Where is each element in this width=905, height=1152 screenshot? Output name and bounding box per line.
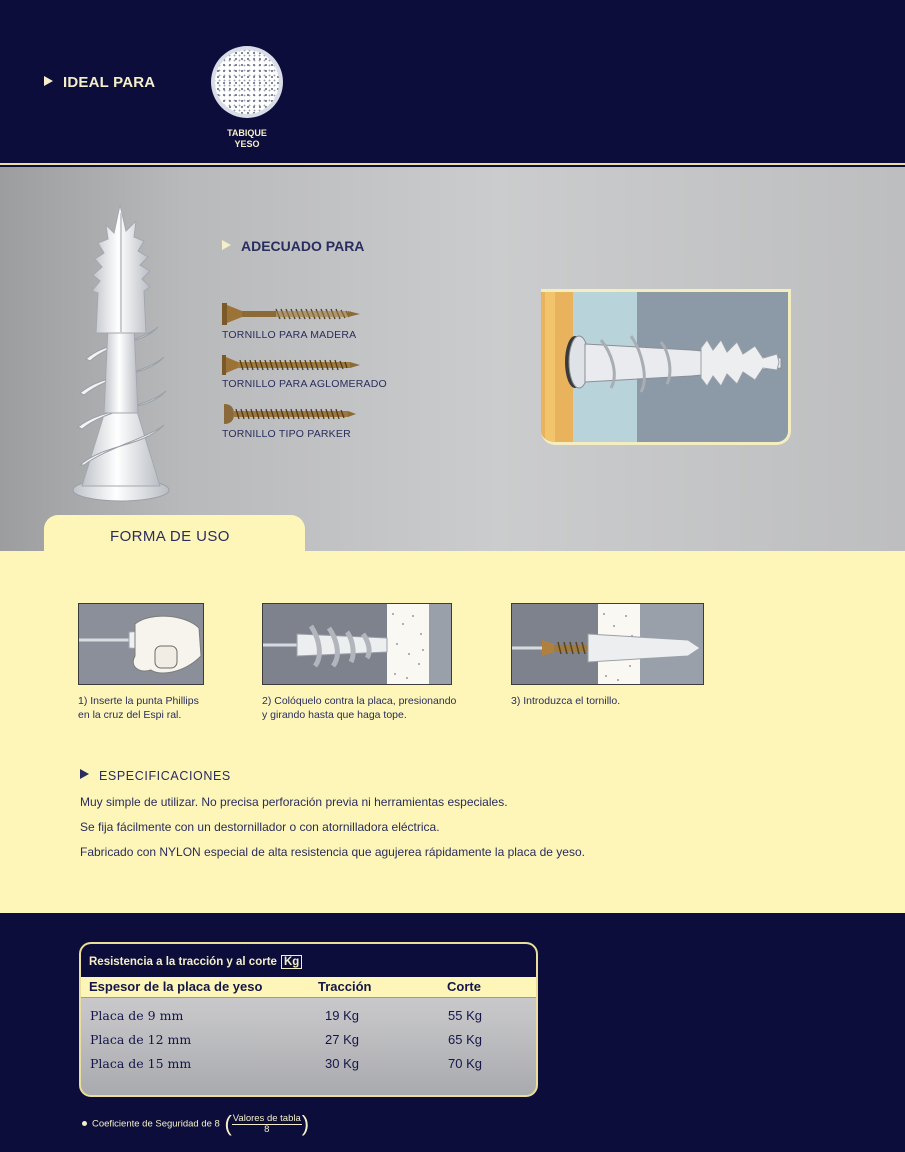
installed-anchor-image xyxy=(541,289,791,445)
step-2-caption: 2) Colóquelo contra la placa, presionando y girando hasta que haga tope. xyxy=(262,695,457,721)
footnote-text: Coeficiente de Seguridad de 8 xyxy=(92,1118,220,1130)
ideal-para-label: IDEAL PARA xyxy=(63,74,156,91)
screw-label-parker: TORNILLO TIPO PARKER xyxy=(222,428,351,440)
adecuado-para-heading xyxy=(222,238,364,254)
drywall-anchor-image xyxy=(66,203,176,503)
adecuado-para-label: ADECUADO PARA xyxy=(241,238,365,254)
resistance-table xyxy=(79,942,538,1097)
spec-line: Fabricado con NYLON especial de alta resistencia que agujerea rápidamente la placa de yeso. xyxy=(80,845,585,859)
table-unit-badge: Kg xyxy=(281,955,302,969)
material-label: TABIQUE YESO xyxy=(227,128,267,149)
table-row xyxy=(81,1032,536,1052)
cell-traccion: 27 Kg xyxy=(325,1032,359,1047)
cell-corte: 70 Kg xyxy=(448,1056,482,1071)
parker-screw-icon xyxy=(222,402,362,426)
ideal-para-heading xyxy=(44,74,155,91)
fraction-numerator: Valores de tabla xyxy=(232,1113,301,1124)
screw-parker xyxy=(222,402,362,440)
cell-espesor: Placa de 12 mm xyxy=(90,1032,192,1047)
cell-traccion: 30 Kg xyxy=(325,1056,359,1071)
cell-espesor: Placa de 15 mm xyxy=(90,1056,192,1071)
header-corte: Corte xyxy=(447,979,481,994)
table-row xyxy=(81,1056,536,1076)
screw-chipboard xyxy=(222,354,387,390)
step-3-caption: 3) Introduzca el tornillo. xyxy=(511,695,621,707)
header-espesor: Espesor de la placa de yeso xyxy=(89,979,263,994)
plasterboard-texture-icon xyxy=(211,46,283,118)
arrow-icon xyxy=(222,240,231,250)
screw-wood xyxy=(222,301,362,341)
spec-line: Se fija fácilmente con un destornillador o con atornilladora eléctrica. xyxy=(80,820,440,834)
screw-label-wood: TORNILLO PARA MADERA xyxy=(222,329,357,341)
table-header-row xyxy=(81,977,536,998)
cell-corte: 65 Kg xyxy=(448,1032,482,1047)
fraction: (Valores de tabla 8 ) xyxy=(224,1111,310,1136)
spec-line: Muy simple de utilizar. No precisa perforación previa ni herramientas especiales. xyxy=(80,795,508,809)
chipboard-screw-icon xyxy=(222,354,362,376)
especificaciones-label: ESPECIFICACIONES xyxy=(99,769,231,783)
especificaciones-heading xyxy=(80,769,231,783)
screw-label-chipboard: TORNILLO PARA AGLOMERADO xyxy=(222,378,387,390)
table-row xyxy=(81,1008,536,1028)
arrow-icon xyxy=(44,76,53,86)
bullet-icon xyxy=(82,1121,87,1126)
safety-coefficient-note xyxy=(82,1111,311,1137)
arrow-icon xyxy=(80,769,89,779)
step-2-image xyxy=(262,603,452,685)
forma-de-uso-tab xyxy=(44,515,305,555)
wood-screw-icon xyxy=(222,301,362,327)
step-3-image xyxy=(511,603,704,685)
fraction-denominator: 8 xyxy=(264,1124,270,1135)
step-1-image xyxy=(78,603,204,685)
cell-espesor: Placa de 9 mm xyxy=(90,1008,184,1023)
cell-traccion: 19 Kg xyxy=(325,1008,359,1023)
forma-de-uso-title: FORMA DE USO xyxy=(110,528,230,545)
header-traccion: Tracción xyxy=(318,979,372,994)
cell-corte: 55 Kg xyxy=(448,1008,482,1023)
table-title-text: Resistencia a la tracción y al corte xyxy=(89,956,277,968)
table-title xyxy=(81,944,536,977)
step-1-caption: 1) Inserte la punta Phillips en la cruz del Espi ral. xyxy=(78,695,199,721)
divider-rule xyxy=(0,163,905,165)
